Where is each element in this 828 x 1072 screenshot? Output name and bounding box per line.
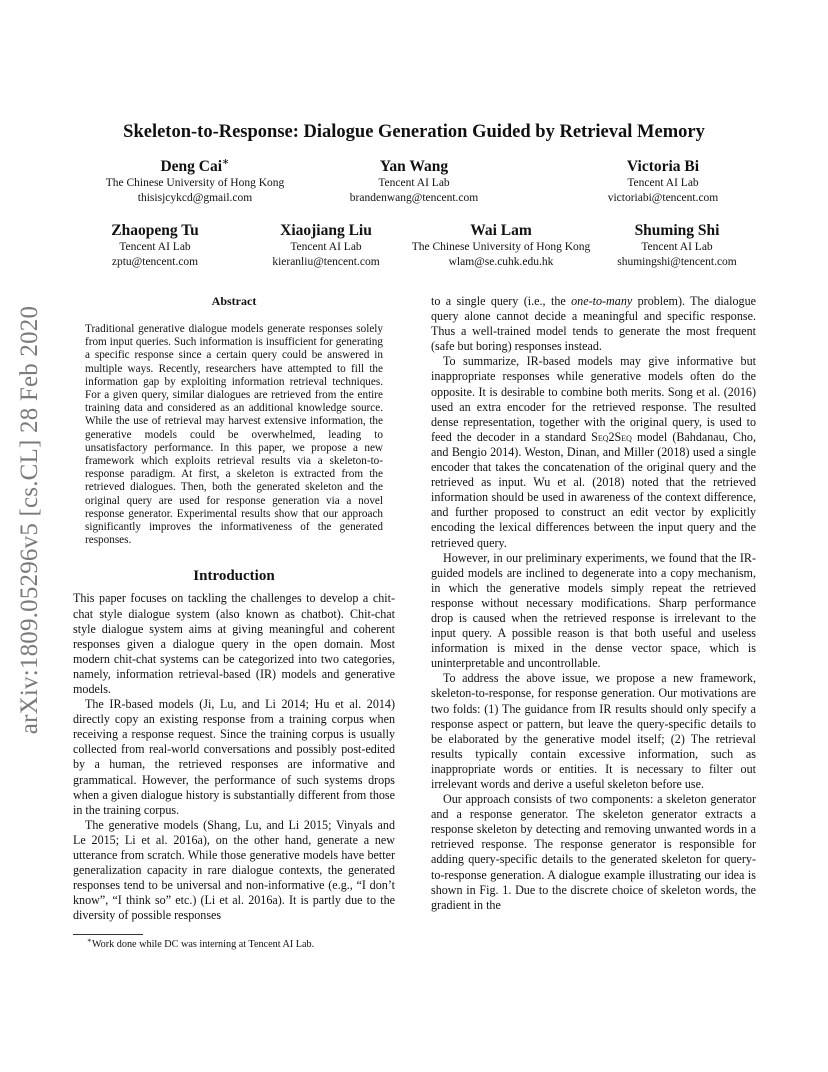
footnote-rule bbox=[73, 934, 143, 935]
author-email[interactable]: wlam@se.cuhk.edu.hk bbox=[448, 256, 554, 268]
author-block bbox=[248, 221, 404, 270]
right-column bbox=[431, 294, 756, 913]
footnote: ∗Work done while DC was interning at Tencent AI Lab. bbox=[87, 936, 315, 950]
author-block bbox=[314, 157, 514, 206]
body-paragraph: The IR-based models (Ji, Lu, and Li 2014; Hu et al. 2014) directly copy an existing response from a training corpus when receiving a response request. Since the training corpus is usually collected from real-world conversations and possibly post-edited by a human, the retrieved responses are informative and grammatical. However, the performance of such systems drops when a given dialogue history is substantially different from those in the training corpus. bbox=[73, 697, 395, 817]
author-email[interactable]: thisisjcykcd@gmail.com bbox=[137, 192, 253, 204]
author-name: Shuming Shi bbox=[634, 222, 720, 239]
author-block bbox=[553, 157, 773, 206]
footnote-mark: ∗ bbox=[87, 936, 92, 945]
author-block bbox=[402, 221, 600, 270]
left-column bbox=[73, 294, 395, 924]
author-block bbox=[85, 221, 225, 270]
author-name: Zhaopeng Tu bbox=[111, 222, 199, 239]
body-paragraph: Our approach consists of two components: a skeleton generator and a response generator. The skeleton generator extracts a response skeleton by detecting and removing unwanted words in a retrieved response. The response generator is responsible for adding query-specific details to the generated skeleton for query-to-response generation. A dialogue example illustrating our idea is shown in Fig. 1. Due to the discrete choice of skeleton words, the gradient in the bbox=[431, 792, 756, 912]
author-name: Xiaojiang Liu bbox=[280, 222, 372, 239]
author-block bbox=[603, 221, 751, 270]
body-paragraph: However, in our preliminary experiments, we found that the IR-guided models are inclined to degenerate into a copy mechanism, in which the generative models simply repeat the retrieved response without necessary modifications. Sharp performance drop is caused when the retrieved response is irrelevant to the input query. A possible reason is that both useful and useless information is mixed in the dense vector space, which is uninterpretable and uncontrollable. bbox=[431, 550, 756, 671]
arxiv-identifier: arXiv:1809.05296v5 [cs.CL] 28 Feb 2020 bbox=[16, 305, 43, 735]
body-paragraph: The generative models (Shang, Lu, and Li 2015; Vinyals and Le 2015; Li et al. 2016a), on the other hand, generate a new utterance from scratch. While those generative models have better generalization capacity in rare dialogue contexts, the generated responses tend to be universal and non-informative (e.g., “I don’t know”, “I think so” etc.) (Li et al. 2016a). It is partly due to the diversity of possible responses bbox=[73, 817, 395, 923]
author-affiliation: Tencent AI Lab bbox=[119, 241, 191, 253]
author-affiliation: Tencent AI Lab bbox=[641, 241, 713, 253]
author-affiliation: Tencent AI Lab bbox=[290, 241, 362, 253]
author-name: Victoria Bi bbox=[626, 158, 700, 175]
seq2seq-smallcaps: Seq2Seq bbox=[591, 429, 632, 444]
author-name: Deng Cai∗ bbox=[160, 155, 230, 175]
author-email[interactable]: brandenwang@tencent.com bbox=[349, 192, 479, 204]
arxiv-sidebar-stamp bbox=[8, 285, 52, 755]
introduction-heading: Introduction bbox=[193, 568, 275, 585]
emphasis-text: one-to-many bbox=[571, 294, 633, 308]
author-email[interactable]: shumingshi@tencent.com bbox=[617, 256, 737, 268]
body-paragraph: To summarize, IR-based models may give informative but inappropriate responses while generative models often do the opposite. It is desirable to combine both merits. Song et al. (2016) used an extra encoder for the retrieved response. The resulted dense representation, together with the original query, is used to feed the decoder in a standard Seq2Seq model (Bahdanau, Cho, and Bengio 2014). Weston, Dinan, and Miller (2018) used a single encoder that takes the concatenation of the original query and the retrieved as input. Wu et al. (2018) noted that the retrieved information should be used in awareness of the context difference, and further proposed to construct an edit vector by explicitly encoding the lexical differences between the input query and the retrieved query. bbox=[431, 354, 757, 550]
abstract-text: Traditional generative dialogue models generate responses solely from input queries. Such information is insufficient for generating a specific response since a certain query could be answered in multiple ways. Recently, researchers have attempted to fill the information gap by exploiting information retrieval techniques. For a given query, similar dialogues are retrieved from the entire training data and considered as an additional knowledge source. While the use of retrieval may harvest extensive information, the generative models could be overwhelmed, leading to unsatisfactory performance. In this paper, we propose a new framework which exploits retrieval results via a skeleton-to-response paradigm. At first, a skeleton is extracted from the retrieved dialogues. Then, both the generated skeleton and the original query are used for response generation via a novel response generator. Experimental results show that our approach significantly improves the informativeness of the generated responses. bbox=[85, 323, 383, 547]
author-email[interactable]: zptu@tencent.com bbox=[111, 256, 199, 268]
abstract-heading: Abstract bbox=[211, 294, 257, 308]
author-name: Wai Lam bbox=[470, 222, 532, 239]
author-footnote-mark: ∗ bbox=[222, 155, 230, 168]
author-block bbox=[80, 157, 310, 206]
body-paragraph: To address the above issue, we propose a new framework, skeleton-to-response, for response generation. Our motivations are two folds: (1) The guidance from IR results should only specify a response aspect or pattern, but leave the query-specific details to be elaborated by the generative model itself; (2) The retrieval results typically contain excessive information, such as inappropriate words or entities. It is necessary to filter out irrelevant words and derive a useful skeleton before use. bbox=[431, 671, 756, 791]
author-affiliation: Tencent AI Lab bbox=[627, 177, 699, 189]
body-paragraph: to a single query (i.e., the one-to-many problem). The dialogue query alone cannot decide a meaningful and specific response. Thus a well-trained model tends to generate the most frequent (safe but boring) responses instead. bbox=[431, 294, 756, 354]
author-email[interactable]: victoriabi@tencent.com bbox=[607, 192, 719, 204]
author-email[interactable]: kieranliu@tencent.com bbox=[272, 256, 380, 268]
author-affiliation: The Chinese University of Hong Kong bbox=[105, 177, 285, 189]
body-paragraph: This paper focuses on tackling the challenges to develop a chit-chat style dialogue system (also known as chatbot). Chit-chat style dialogue system aims at giving meaningful and coherent responses given a dialogue query in the open domain. Most modern chit-chat systems can be categorized into two categories, namely, information retrieval-based (IR) models and generative models. bbox=[73, 591, 395, 697]
author-affiliation: The Chinese University of Hong Kong bbox=[411, 241, 591, 253]
paper-title: Skeleton-to-Response: Dialogue Generation Guided by Retrieval Memory bbox=[123, 122, 705, 142]
author-affiliation: Tencent AI Lab bbox=[378, 177, 450, 189]
author-name: Yan Wang bbox=[379, 158, 449, 175]
